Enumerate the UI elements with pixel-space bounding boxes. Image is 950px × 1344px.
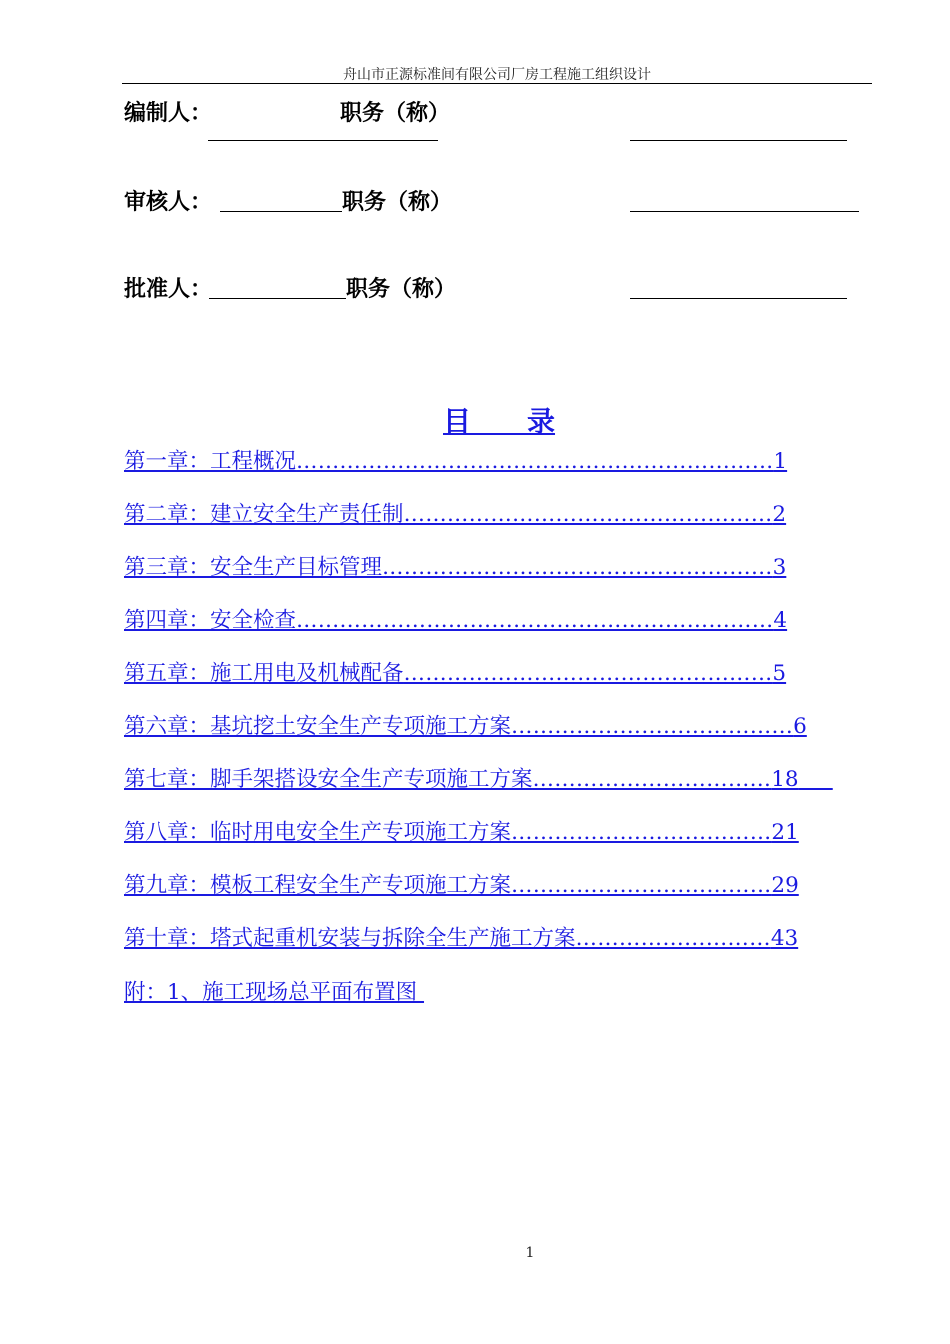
toc-entry-page: 43 <box>770 926 799 951</box>
toc-leader-dots: …………………………………………… <box>403 661 773 686</box>
toc-entry-label: 第七章：脚手架搭设安全生产专项施工方案 <box>124 767 533 792</box>
toc-entry-page: 4 <box>773 608 788 633</box>
toc-entry[interactable] <box>124 659 807 689</box>
approver-name-line[interactable] <box>209 298 346 299</box>
approver-duty-line[interactable] <box>630 298 847 299</box>
toc-entry[interactable] <box>124 447 807 477</box>
toc-title: 目 录 <box>443 405 556 438</box>
toc-entry[interactable] <box>124 924 819 954</box>
toc-entry-label: 第九章：模板工程安全生产专项施工方案 <box>124 873 512 898</box>
toc-entry[interactable] <box>124 871 819 901</box>
compiler-duty-line[interactable] <box>630 140 847 141</box>
toc-entry-label: 第五章：施工用电及机械配备 <box>124 661 404 686</box>
running-header: 舟山市正源标准间有限公司厂房工程施工组织设计 <box>343 67 651 83</box>
toc-entry-page: 18 <box>771 767 799 792</box>
approver-label: 批准人： <box>124 276 213 302</box>
toc-entry[interactable] <box>124 765 854 795</box>
toc-leader-dots: …………………………… <box>532 767 772 792</box>
approver-duty-label: 职务（称） <box>346 276 457 302</box>
toc-entry[interactable] <box>124 553 807 583</box>
reviewer-duty-line[interactable] <box>630 211 859 212</box>
toc-leader-dots: ……………………… <box>575 926 771 951</box>
toc-entry-page: 3 <box>772 555 787 580</box>
toc-entry-label: 第十章：塔式起重机安装与拆除全生产施工方案 <box>124 926 576 951</box>
toc-leader-dots: ………………………………………………………… <box>296 449 774 474</box>
reviewer-name-line[interactable] <box>220 211 342 212</box>
toc-entry-page: 21 <box>771 820 799 845</box>
toc-entry-page: 5 <box>772 661 787 686</box>
appendix-link[interactable]: 附：1、施工现场总平面布置图 <box>124 980 425 1005</box>
page-number: 1 <box>525 1245 535 1261</box>
toc-leader-dots: ……………………………………………… <box>382 555 773 580</box>
reviewer-label: 审核人： <box>124 189 213 215</box>
toc-leader-dots: ……………………………… <box>511 873 772 898</box>
toc-entry[interactable] <box>124 712 807 742</box>
toc-entry-label: 第四章：安全检查 <box>124 608 297 633</box>
toc-leader-dots: ………………………………… <box>511 714 794 739</box>
toc-entry-label: 第三章：安全生产目标管理 <box>124 555 383 580</box>
toc-entry-label: 第二章：建立安全生产责任制 <box>124 502 404 527</box>
toc-leader-dots: ………………………………………………………… <box>296 608 774 633</box>
toc-entry-label: 第八章：临时用电安全生产专项施工方案 <box>124 820 512 845</box>
toc-entry[interactable] <box>124 818 819 848</box>
toc-entry[interactable] <box>124 606 807 636</box>
toc-entry-page: 29 <box>771 873 799 898</box>
toc-entry-page: 6 <box>793 714 807 739</box>
compiler-duty-label: 职务（称） <box>340 100 451 126</box>
header-divider <box>122 83 872 84</box>
toc-entry-page: 1 <box>773 449 788 474</box>
compiler-name-line[interactable] <box>208 140 438 141</box>
toc-entry-label: 第六章：基坑挖土安全生产专项施工方案 <box>124 714 512 739</box>
toc-entry-page: 2 <box>772 502 787 527</box>
toc-entry[interactable] <box>124 500 807 530</box>
compiler-label: 编制人： <box>124 100 213 126</box>
toc-leader-dots: …………………………………………… <box>403 502 773 527</box>
toc-leader-dots: ……………………………… <box>511 820 772 845</box>
reviewer-duty-label: 职务（称） <box>342 189 453 215</box>
toc-entry-label: 第一章：工程概况 <box>124 449 297 474</box>
